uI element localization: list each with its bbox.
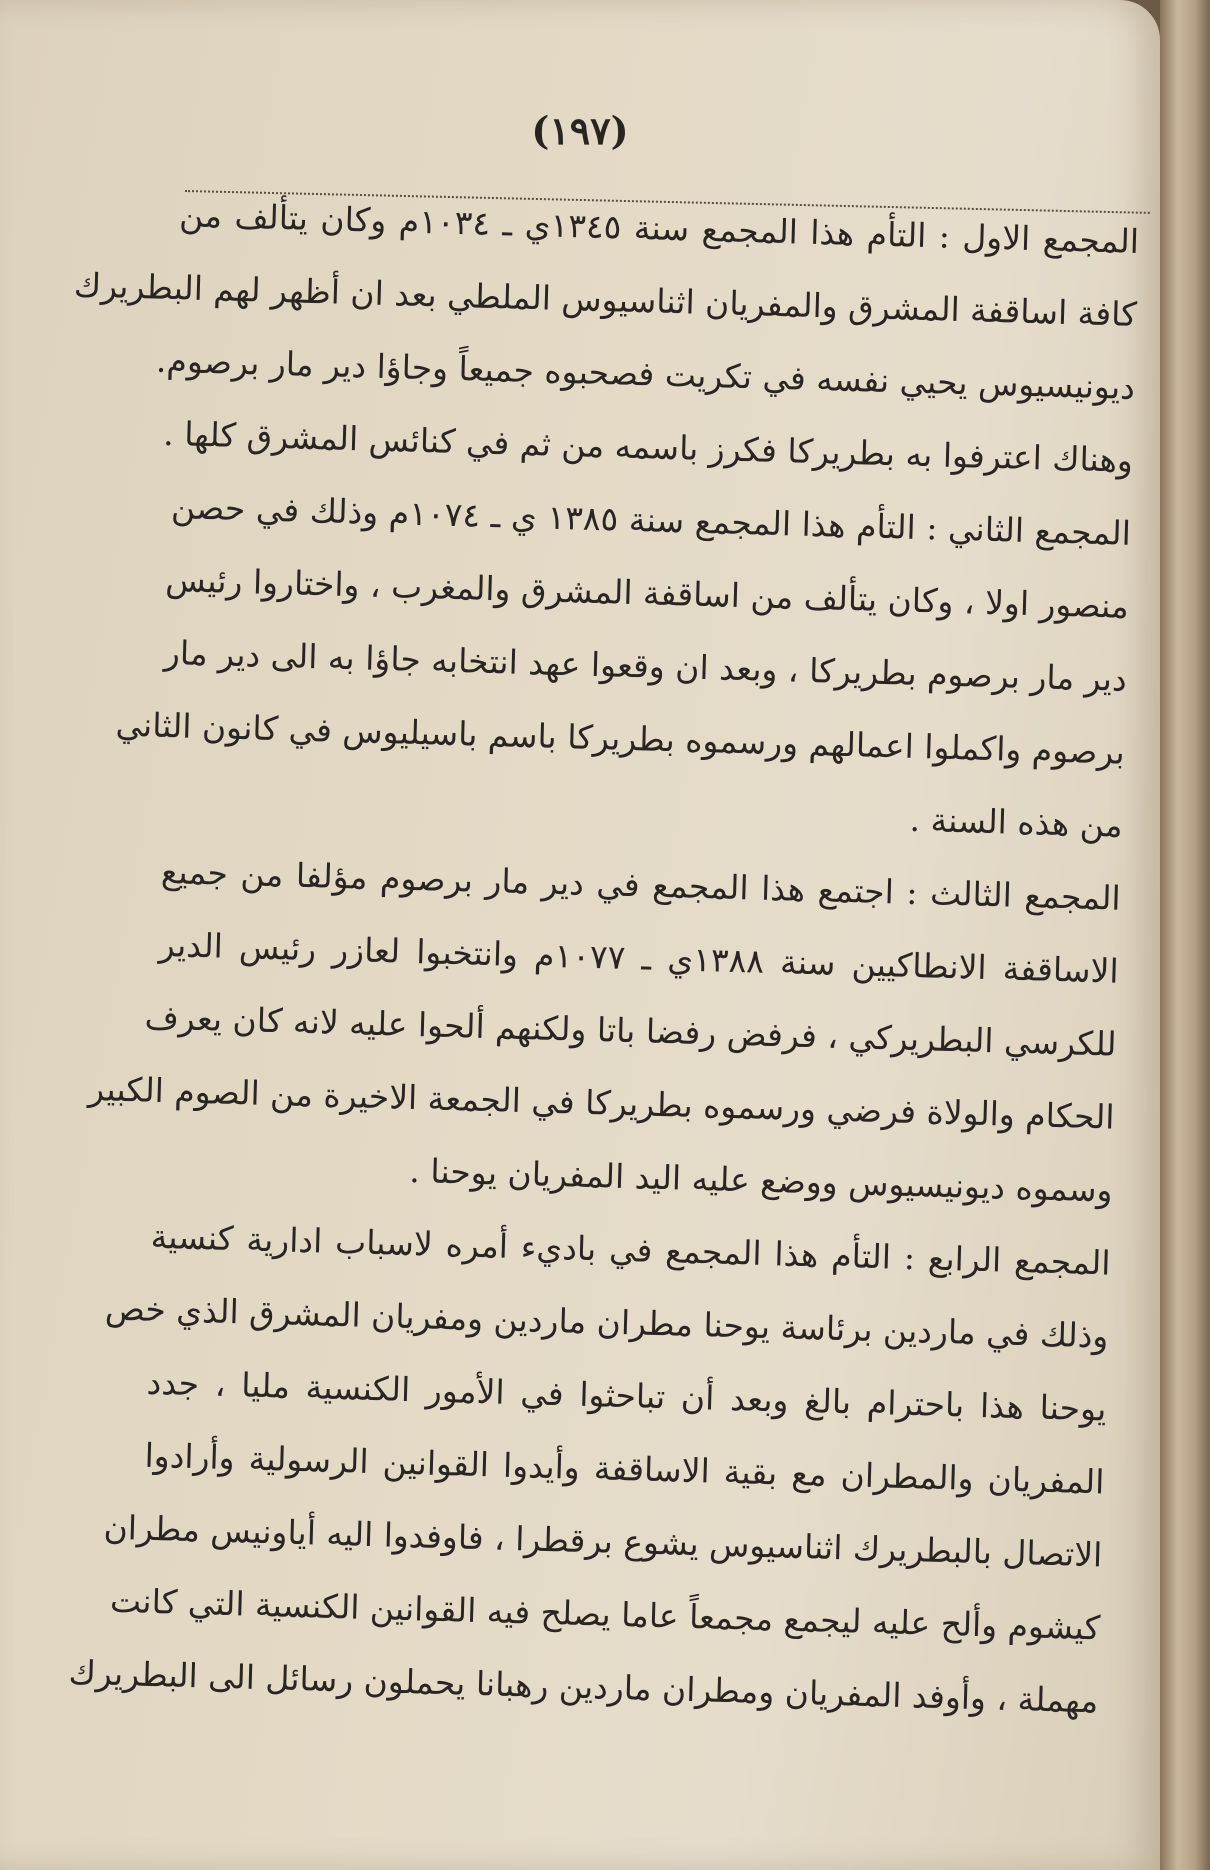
text-line: المجمع الثاني : التأم هذا المجمع سنة ١٣٨٥ ي ـ ١٠٧٤م وذلك في حصن — [170, 487, 1132, 553]
text-line: مهملة ، وأوفد المفريان ومطران ماردين رهبانا يحملون رسائل الى البطريرك — [68, 1652, 1099, 1721]
text-line: من هذه السنة . — [909, 799, 1124, 845]
text-line: الاساقفة الانطاكيين سنة ١٣٨٨ي ـ ١٠٧٧م وانتخبوا لعازر رئيس الدير — [158, 924, 1120, 991]
text-line: وهناك اعترفوا به بطريركا فكرز باسمه من ثم في كنائس المشرق كلها . — [162, 413, 1134, 480]
text-line: وسموه ديونيسيوس ووضع عليه اليد المفريان يوحنا . — [408, 1150, 1114, 1210]
page-number: (١٩٧) — [531, 108, 629, 153]
text-line: الحكام والولاة فرضي ورسموه بطريركا في الجمعة الاخيرة من الصوم الكبير — [87, 1068, 1116, 1137]
body-text — [68, 178, 1140, 1737]
text-line: للكرسي البطريركي ، فرفض رفضا باتا ولكنهم ألحوا عليه لانه كان يعرف — [144, 997, 1118, 1064]
text-line: المجمع الثالث : اجتمع هذا المجمع في دير مار برصوم مؤلفا من جميع — [160, 851, 1122, 918]
text-line: المجمع الرابع : التأم هذا المجمع في باديء أمره لاسباب ادارية كنسية — [150, 1216, 1111, 1283]
text-line: دير مار برصوم بطريركا ، وبعد ان وقعوا عهد انتخابه جاؤا به الى دير مار — [163, 632, 1128, 699]
text-line: منصور اولا ، وكان يتألف من اساقفة المشرق والمغرب ، واختاروا رئيس — [164, 559, 1130, 626]
text-line: كافة اساقفة المشرق والمفريان اثناسيوس الملطي بعد ان أظهر لهم البطريرك — [73, 265, 1138, 334]
text-line: ديونيسيوس يحيي نفسه في تكريت فصحبوه جميعاً وجاؤا دير مار برصوم. — [155, 340, 1136, 407]
text-line: وذلك في ماردين برئاسة يوحنا مطران ماردين ومفريان المشرق الذي خص — [104, 1288, 1109, 1356]
text-line: كيشوم وألح عليه ليجمع مجمعاً عاما يصلح فيه القوانين الكنسية التي كانت — [109, 1580, 1101, 1648]
text-line: المفريان والمطران مع بقية الاساقفة وأيدوا القوانين الرسولية وأرادوا — [144, 1435, 1105, 1502]
text-line: الاتصال بالبطريرك اثناسيوس يشوع برقطرا ، فاوفدوا اليه أياونيس مطران — [103, 1507, 1103, 1575]
text-line: المجمع الاول : التأم هذا المجمع سنة ١٣٤٥ي ـ ١٠٣٤م وكان يتألف من — [178, 195, 1140, 261]
text-line: برصوم واكملوا اعمالهم ورسموه بطريركا باسم باسيليوس في كانون الثاني — [115, 704, 1126, 772]
adjacent-page-edge — [1160, 0, 1210, 1870]
text-line: يوحنا هذا باحترام بالغ وبعد أن تباحثوا في الأمور الكنسية مليا ، جدد — [146, 1362, 1107, 1429]
